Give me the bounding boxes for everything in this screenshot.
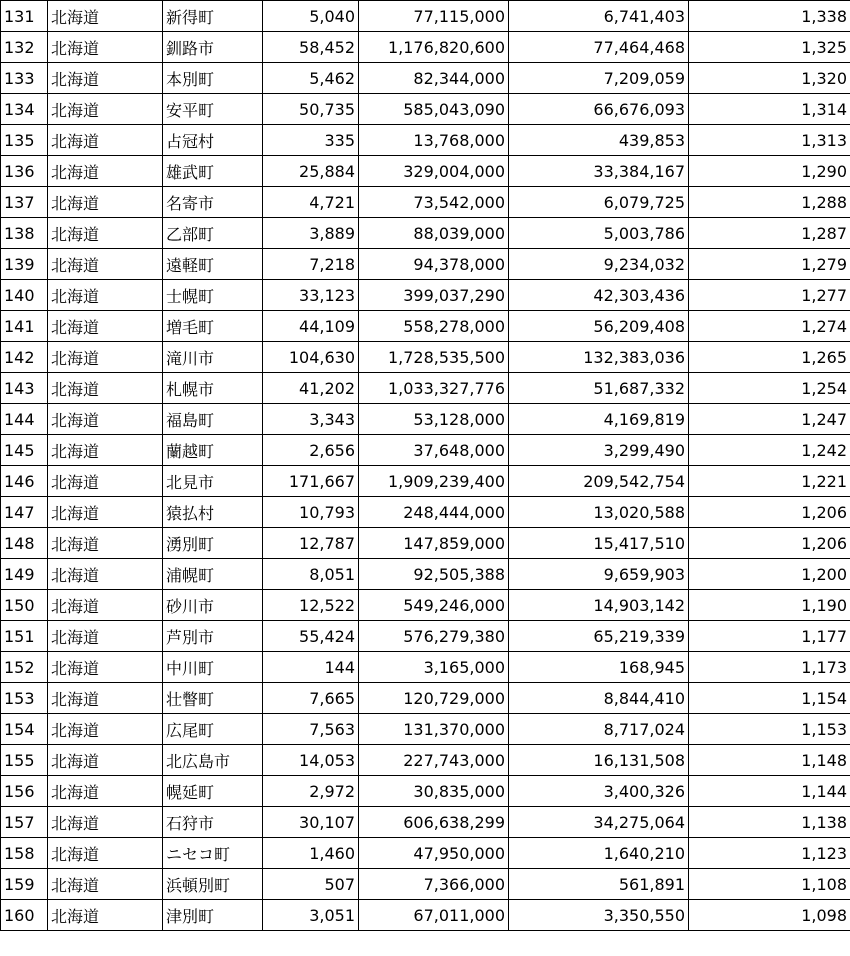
count-cell: 3,343 (263, 404, 359, 435)
prefecture-cell: 北海道 (48, 745, 163, 776)
ratio-cell: 1,200 (689, 559, 850, 590)
count-cell: 33,123 (263, 280, 359, 311)
ratio-cell: 1,338 (689, 1, 850, 32)
count-cell: 58,452 (263, 32, 359, 63)
rank-cell: 148 (1, 528, 48, 559)
count-cell: 2,972 (263, 776, 359, 807)
municipality-cell: 砂川市 (163, 590, 263, 621)
table-row (1, 218, 850, 249)
prefecture-cell: 北海道 (48, 249, 163, 280)
rank-cell: 143 (1, 373, 48, 404)
prefecture-cell: 北海道 (48, 776, 163, 807)
table-row (1, 559, 850, 590)
rank-cell: 138 (1, 218, 48, 249)
amount-cell: 329,004,000 (359, 156, 509, 187)
rank-cell: 132 (1, 32, 48, 63)
ratio-cell: 1,221 (689, 466, 850, 497)
rank-cell: 156 (1, 776, 48, 807)
prefecture-cell: 北海道 (48, 714, 163, 745)
value-cell: 4,169,819 (509, 404, 689, 435)
municipality-cell: 壮瞥町 (163, 683, 263, 714)
amount-cell: 77,115,000 (359, 1, 509, 32)
amount-cell: 248,444,000 (359, 497, 509, 528)
municipality-cell: 幌延町 (163, 776, 263, 807)
prefecture-cell: 北海道 (48, 280, 163, 311)
amount-cell: 73,542,000 (359, 187, 509, 218)
amount-cell: 147,859,000 (359, 528, 509, 559)
ratio-cell: 1,290 (689, 156, 850, 187)
ratio-cell: 1,177 (689, 621, 850, 652)
rank-cell: 141 (1, 311, 48, 342)
municipality-cell: 札幌市 (163, 373, 263, 404)
municipality-cell: 湧別町 (163, 528, 263, 559)
ratio-cell: 1,314 (689, 94, 850, 125)
rank-cell: 137 (1, 187, 48, 218)
amount-cell: 7,366,000 (359, 869, 509, 900)
value-cell: 168,945 (509, 652, 689, 683)
table-row (1, 280, 850, 311)
ratio-cell: 1,108 (689, 869, 850, 900)
ratio-cell: 1,325 (689, 32, 850, 63)
ratio-cell: 1,288 (689, 187, 850, 218)
table-row (1, 1, 850, 32)
table-row (1, 714, 850, 745)
count-cell: 5,462 (263, 63, 359, 94)
rank-cell: 145 (1, 435, 48, 466)
rank-cell: 152 (1, 652, 48, 683)
count-cell: 5,040 (263, 1, 359, 32)
amount-cell: 120,729,000 (359, 683, 509, 714)
ratio-cell: 1,313 (689, 125, 850, 156)
value-cell: 56,209,408 (509, 311, 689, 342)
municipality-cell: 増毛町 (163, 311, 263, 342)
count-cell: 335 (263, 125, 359, 156)
municipality-cell: 遠軽町 (163, 249, 263, 280)
value-cell: 6,741,403 (509, 1, 689, 32)
count-cell: 7,218 (263, 249, 359, 280)
count-cell: 44,109 (263, 311, 359, 342)
value-cell: 3,400,326 (509, 776, 689, 807)
table-row (1, 187, 850, 218)
prefecture-cell: 北海道 (48, 435, 163, 466)
amount-cell: 53,128,000 (359, 404, 509, 435)
rank-cell: 160 (1, 900, 48, 931)
value-cell: 15,417,510 (509, 528, 689, 559)
amount-cell: 67,011,000 (359, 900, 509, 931)
table-row (1, 63, 850, 94)
table-row (1, 466, 850, 497)
ratio-cell: 1,206 (689, 497, 850, 528)
municipality-cell: 広尾町 (163, 714, 263, 745)
ratio-cell: 1,154 (689, 683, 850, 714)
table-row (1, 156, 850, 187)
amount-cell: 1,033,327,776 (359, 373, 509, 404)
ratio-cell: 1,173 (689, 652, 850, 683)
count-cell: 30,107 (263, 807, 359, 838)
prefecture-cell: 北海道 (48, 559, 163, 590)
value-cell: 439,853 (509, 125, 689, 156)
value-cell: 33,384,167 (509, 156, 689, 187)
amount-cell: 13,768,000 (359, 125, 509, 156)
municipality-cell: 滝川市 (163, 342, 263, 373)
table-row (1, 404, 850, 435)
count-cell: 55,424 (263, 621, 359, 652)
rank-cell: 159 (1, 869, 48, 900)
value-cell: 51,687,332 (509, 373, 689, 404)
municipality-cell: 新得町 (163, 1, 263, 32)
rank-cell: 151 (1, 621, 48, 652)
ratio-cell: 1,206 (689, 528, 850, 559)
count-cell: 25,884 (263, 156, 359, 187)
count-cell: 12,787 (263, 528, 359, 559)
ratio-cell: 1,144 (689, 776, 850, 807)
value-cell: 9,234,032 (509, 249, 689, 280)
amount-cell: 131,370,000 (359, 714, 509, 745)
rank-cell: 131 (1, 1, 48, 32)
value-cell: 16,131,508 (509, 745, 689, 776)
prefecture-cell: 北海道 (48, 869, 163, 900)
prefecture-cell: 北海道 (48, 342, 163, 373)
municipality-cell: 石狩市 (163, 807, 263, 838)
municipality-cell: 本別町 (163, 63, 263, 94)
municipality-cell: 浜頓別町 (163, 869, 263, 900)
table-row (1, 497, 850, 528)
municipality-cell: 安平町 (163, 94, 263, 125)
count-cell: 3,051 (263, 900, 359, 931)
prefecture-cell: 北海道 (48, 1, 163, 32)
municipality-cell: 乙部町 (163, 218, 263, 249)
value-cell: 65,219,339 (509, 621, 689, 652)
rank-cell: 139 (1, 249, 48, 280)
prefecture-cell: 北海道 (48, 94, 163, 125)
value-cell: 77,464,468 (509, 32, 689, 63)
table-row (1, 311, 850, 342)
value-cell: 3,350,550 (509, 900, 689, 931)
prefecture-cell: 北海道 (48, 156, 163, 187)
amount-cell: 1,909,239,400 (359, 466, 509, 497)
ratio-cell: 1,123 (689, 838, 850, 869)
ratio-cell: 1,320 (689, 63, 850, 94)
table-row (1, 590, 850, 621)
ratio-cell: 1,279 (689, 249, 850, 280)
amount-cell: 227,743,000 (359, 745, 509, 776)
municipality-cell: 浦幌町 (163, 559, 263, 590)
amount-cell: 92,505,388 (359, 559, 509, 590)
prefecture-cell: 北海道 (48, 528, 163, 559)
table-row (1, 621, 850, 652)
rank-cell: 158 (1, 838, 48, 869)
count-cell: 41,202 (263, 373, 359, 404)
rank-cell: 154 (1, 714, 48, 745)
ratio-cell: 1,287 (689, 218, 850, 249)
value-cell: 561,891 (509, 869, 689, 900)
rank-cell: 140 (1, 280, 48, 311)
municipality-cell: ニセコ町 (163, 838, 263, 869)
prefecture-cell: 北海道 (48, 900, 163, 931)
municipality-cell: 士幌町 (163, 280, 263, 311)
prefecture-cell: 北海道 (48, 63, 163, 94)
prefecture-cell: 北海道 (48, 807, 163, 838)
count-cell: 7,563 (263, 714, 359, 745)
table-row (1, 683, 850, 714)
count-cell: 104,630 (263, 342, 359, 373)
municipality-cell: 名寄市 (163, 187, 263, 218)
amount-cell: 1,176,820,600 (359, 32, 509, 63)
amount-cell: 88,039,000 (359, 218, 509, 249)
value-cell: 34,275,064 (509, 807, 689, 838)
prefecture-cell: 北海道 (48, 621, 163, 652)
table-row (1, 900, 850, 931)
ratio-cell: 1,247 (689, 404, 850, 435)
value-cell: 3,299,490 (509, 435, 689, 466)
count-cell: 8,051 (263, 559, 359, 590)
table-row (1, 652, 850, 683)
municipality-cell: 津別町 (163, 900, 263, 931)
amount-cell: 47,950,000 (359, 838, 509, 869)
count-cell: 171,667 (263, 466, 359, 497)
count-cell: 507 (263, 869, 359, 900)
count-cell: 14,053 (263, 745, 359, 776)
rank-cell: 146 (1, 466, 48, 497)
count-cell: 2,656 (263, 435, 359, 466)
prefecture-cell: 北海道 (48, 32, 163, 63)
table-row (1, 94, 850, 125)
count-cell: 1,460 (263, 838, 359, 869)
amount-cell: 37,648,000 (359, 435, 509, 466)
municipality-cell: 雄武町 (163, 156, 263, 187)
prefecture-cell: 北海道 (48, 652, 163, 683)
prefecture-cell: 北海道 (48, 187, 163, 218)
rank-cell: 142 (1, 342, 48, 373)
table-row (1, 528, 850, 559)
ratio-cell: 1,274 (689, 311, 850, 342)
prefecture-cell: 北海道 (48, 683, 163, 714)
table-row (1, 373, 850, 404)
amount-cell: 549,246,000 (359, 590, 509, 621)
value-cell: 209,542,754 (509, 466, 689, 497)
municipality-cell: 占冠村 (163, 125, 263, 156)
count-cell: 12,522 (263, 590, 359, 621)
prefecture-cell: 北海道 (48, 125, 163, 156)
amount-cell: 30,835,000 (359, 776, 509, 807)
value-cell: 5,003,786 (509, 218, 689, 249)
amount-cell: 94,378,000 (359, 249, 509, 280)
municipality-cell: 釧路市 (163, 32, 263, 63)
ratio-cell: 1,153 (689, 714, 850, 745)
table-row (1, 745, 850, 776)
rank-cell: 150 (1, 590, 48, 621)
count-cell: 144 (263, 652, 359, 683)
rank-cell: 144 (1, 404, 48, 435)
rank-cell: 149 (1, 559, 48, 590)
municipality-cell: 北見市 (163, 466, 263, 497)
rank-cell: 136 (1, 156, 48, 187)
value-cell: 7,209,059 (509, 63, 689, 94)
rank-cell: 155 (1, 745, 48, 776)
amount-cell: 606,638,299 (359, 807, 509, 838)
count-cell: 4,721 (263, 187, 359, 218)
prefecture-cell: 北海道 (48, 311, 163, 342)
ratio-cell: 1,277 (689, 280, 850, 311)
municipality-cell: 福島町 (163, 404, 263, 435)
rank-cell: 153 (1, 683, 48, 714)
value-cell: 8,844,410 (509, 683, 689, 714)
value-cell: 1,640,210 (509, 838, 689, 869)
ratio-cell: 1,242 (689, 435, 850, 466)
rank-cell: 157 (1, 807, 48, 838)
table-row (1, 776, 850, 807)
value-cell: 14,903,142 (509, 590, 689, 621)
table-row (1, 807, 850, 838)
ratio-cell: 1,190 (689, 590, 850, 621)
count-cell: 3,889 (263, 218, 359, 249)
ratio-cell: 1,265 (689, 342, 850, 373)
value-cell: 132,383,036 (509, 342, 689, 373)
rank-cell: 135 (1, 125, 48, 156)
table-row (1, 435, 850, 466)
count-cell: 7,665 (263, 683, 359, 714)
value-cell: 42,303,436 (509, 280, 689, 311)
prefecture-cell: 北海道 (48, 838, 163, 869)
municipality-cell: 北広島市 (163, 745, 263, 776)
rank-cell: 134 (1, 94, 48, 125)
count-cell: 10,793 (263, 497, 359, 528)
value-cell: 6,079,725 (509, 187, 689, 218)
amount-cell: 558,278,000 (359, 311, 509, 342)
table-row (1, 342, 850, 373)
prefecture-cell: 北海道 (48, 218, 163, 249)
table-row (1, 125, 850, 156)
prefecture-cell: 北海道 (48, 373, 163, 404)
prefecture-cell: 北海道 (48, 590, 163, 621)
table-body (1, 1, 850, 931)
ratio-cell: 1,098 (689, 900, 850, 931)
table-row (1, 838, 850, 869)
table-row (1, 249, 850, 280)
rank-cell: 147 (1, 497, 48, 528)
municipality-cell: 猿払村 (163, 497, 263, 528)
municipality-cell: 中川町 (163, 652, 263, 683)
prefecture-cell: 北海道 (48, 497, 163, 528)
ratio-cell: 1,148 (689, 745, 850, 776)
rank-cell: 133 (1, 63, 48, 94)
value-cell: 66,676,093 (509, 94, 689, 125)
amount-cell: 399,037,290 (359, 280, 509, 311)
amount-cell: 3,165,000 (359, 652, 509, 683)
prefecture-cell: 北海道 (48, 466, 163, 497)
value-cell: 8,717,024 (509, 714, 689, 745)
count-cell: 50,735 (263, 94, 359, 125)
municipality-cell: 芦別市 (163, 621, 263, 652)
amount-cell: 1,728,535,500 (359, 342, 509, 373)
prefecture-cell: 北海道 (48, 404, 163, 435)
amount-cell: 585,043,090 (359, 94, 509, 125)
table-row (1, 869, 850, 900)
amount-cell: 576,279,380 (359, 621, 509, 652)
value-cell: 9,659,903 (509, 559, 689, 590)
municipality-cell: 蘭越町 (163, 435, 263, 466)
amount-cell: 82,344,000 (359, 63, 509, 94)
value-cell: 13,020,588 (509, 497, 689, 528)
ratio-cell: 1,138 (689, 807, 850, 838)
table-row (1, 32, 850, 63)
ratio-cell: 1,254 (689, 373, 850, 404)
